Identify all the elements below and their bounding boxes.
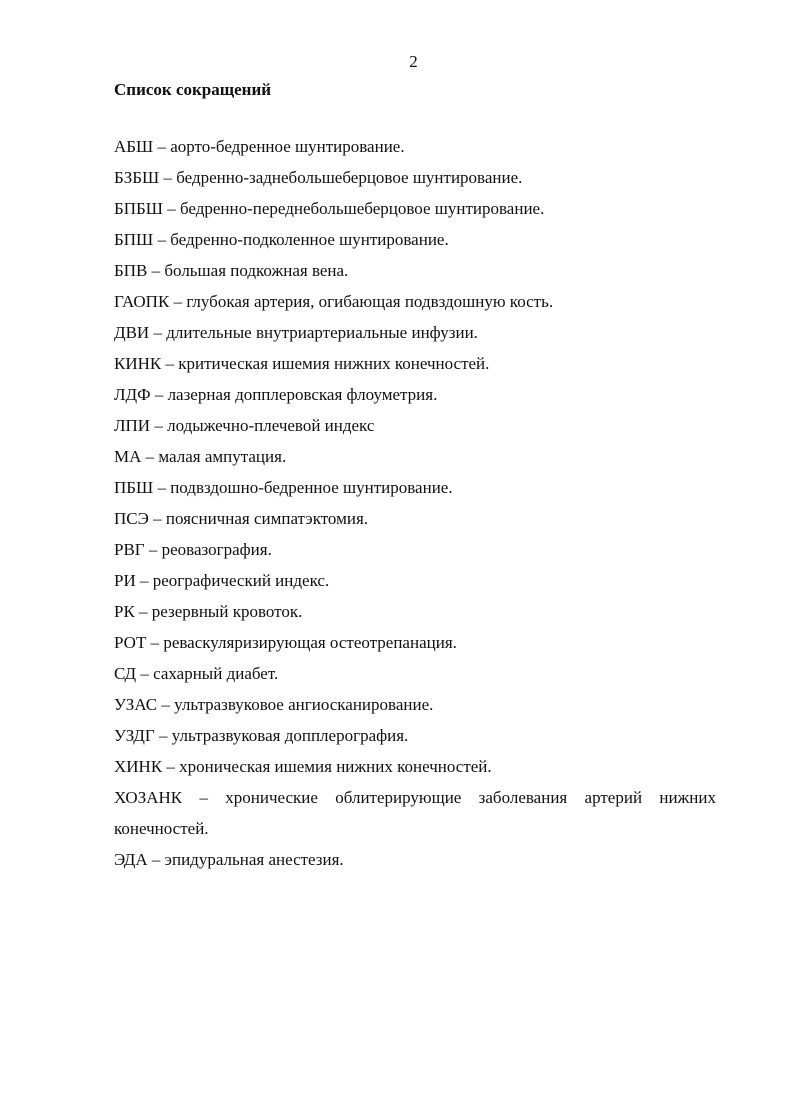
abbreviation-definition: реваскуляризирующая остеотрепанация. [163,633,457,652]
abbreviation-definition: хронические облитерирующие заболевания артерий нижних конечностей. [114,788,717,838]
abbreviation-dash: – [151,850,161,869]
abbreviation-term: ЛДФ [114,385,151,404]
list-item [114,193,716,224]
abbreviation-definition: хроническая ишемия нижних конечностей. [179,757,492,776]
abbreviation-dash: – [161,695,170,714]
abbreviation-term: ГАОПК [114,292,170,311]
abbreviation-term: ЛПИ [114,416,151,435]
list-item [114,255,716,286]
abbreviation-term: ПСЭ [114,509,149,528]
abbreviation-definition: аорто-бедренное шунтирование. [170,137,405,156]
list-item [114,472,716,503]
list-item [114,162,716,193]
list-item [114,565,716,596]
page-title: Список сокращений [114,80,272,99]
abbreviation-definition: подвздошно-бедренное шунтирование. [170,478,453,497]
abbreviation-definition: бедренно-переднебольшеберцовое шунтирование. [179,199,545,218]
abbreviation-definition: бедренно-заднебольшеберцовое шунтирование. [176,168,523,187]
abbreviation-term: ДВИ [114,323,150,342]
abbreviation-dash: – [165,354,174,373]
page-number: 2 [409,52,418,71]
abbreviation-term: БПБШ [114,199,163,218]
abbreviation-dash: – [151,261,161,280]
abbreviation-term: БПШ [114,230,154,249]
abbreviation-dash: – [140,664,149,683]
abbreviation-term: ЭДА [114,850,148,869]
list-item [114,782,716,844]
abbreviation-dash: – [167,199,176,218]
abbreviation-definition: резервный кровоток. [151,602,303,621]
abbreviation-term: АБШ [114,137,154,156]
abbreviation-definition: длительные внутриартериальные инфузии. [166,323,478,342]
list-item [114,348,716,379]
list-item [114,658,716,689]
abbreviation-term: ПБШ [114,478,154,497]
list-item [114,131,716,162]
abbreviation-dash: – [148,540,158,559]
abbreviation-term: УЗДГ [114,726,155,745]
list-item [114,286,716,317]
list-item [114,596,716,627]
abbreviation-dash: – [173,292,183,311]
abbreviation-term: МА [114,447,142,466]
abbreviation-term: БПВ [114,261,148,280]
abbreviation-dash: – [154,416,163,435]
abbreviation-dash: – [150,633,160,652]
abbreviation-definition: поясничная симпатэктомия. [165,509,369,528]
abbreviation-dash: – [157,137,166,156]
abbreviation-term: РИ [114,571,136,590]
abbreviation-list [114,131,716,875]
abbreviation-definition: критическая ишемия нижних конечностей. [178,354,490,373]
abbreviation-term: КИНК [114,354,162,373]
list-item [114,844,716,875]
abbreviation-definition: ультразвуковая допплерография. [171,726,409,745]
abbreviation-dash: – [158,726,168,745]
abbreviation-definition: лазерная допплеровская флоуметрия. [167,385,438,404]
abbreviation-term: ХОЗАНК [114,788,183,807]
list-item [114,534,716,565]
list-item [114,720,716,751]
abbreviation-definition: бедренно-подколенное шунтирование. [170,230,449,249]
abbreviation-definition: глубокая артерия, огибающая подвздошную кость. [186,292,554,311]
abbreviation-term: РК [114,602,135,621]
abbreviation-dash: – [157,478,166,497]
abbreviation-term: СД [114,664,137,683]
abbreviation-definition: малая ампутация. [158,447,287,466]
list-item [114,317,716,348]
list-item [114,379,716,410]
abbreviation-definition: ультразвуковое ангиосканирование. [174,695,434,714]
list-item [114,441,716,472]
list-item [114,627,716,658]
abbreviation-dash: – [153,323,162,342]
abbreviation-term: ХИНК [114,757,163,776]
abbreviation-definition: большая подкожная вена. [164,261,349,280]
abbreviation-term: РОТ [114,633,147,652]
abbreviation-definition: лодыжечно-плечевой индекс [167,416,375,435]
list-item [114,410,716,441]
abbreviation-definition: сахарный диабет. [153,664,279,683]
abbreviation-term: УЗАС [114,695,158,714]
abbreviation-definition: реовазография. [161,540,272,559]
abbreviation-dash: – [199,788,208,807]
list-item [114,689,716,720]
abbreviation-dash: – [157,230,166,249]
abbreviation-term: РВГ [114,540,145,559]
abbreviation-definition: реографический индекс. [152,571,330,590]
list-item [114,224,716,255]
list-item [114,751,716,782]
abbreviation-dash: – [163,168,172,187]
abbreviation-dash: – [145,447,155,466]
abbreviation-definition: эпидуральная анестезия. [164,850,344,869]
abbreviation-dash: – [153,509,162,528]
abbreviation-dash: – [139,602,148,621]
abbreviation-dash: – [154,385,164,404]
abbreviation-term: БЗБШ [114,168,160,187]
abbreviation-dash: – [166,757,175,776]
list-item [114,503,716,534]
abbreviation-dash: – [139,571,149,590]
